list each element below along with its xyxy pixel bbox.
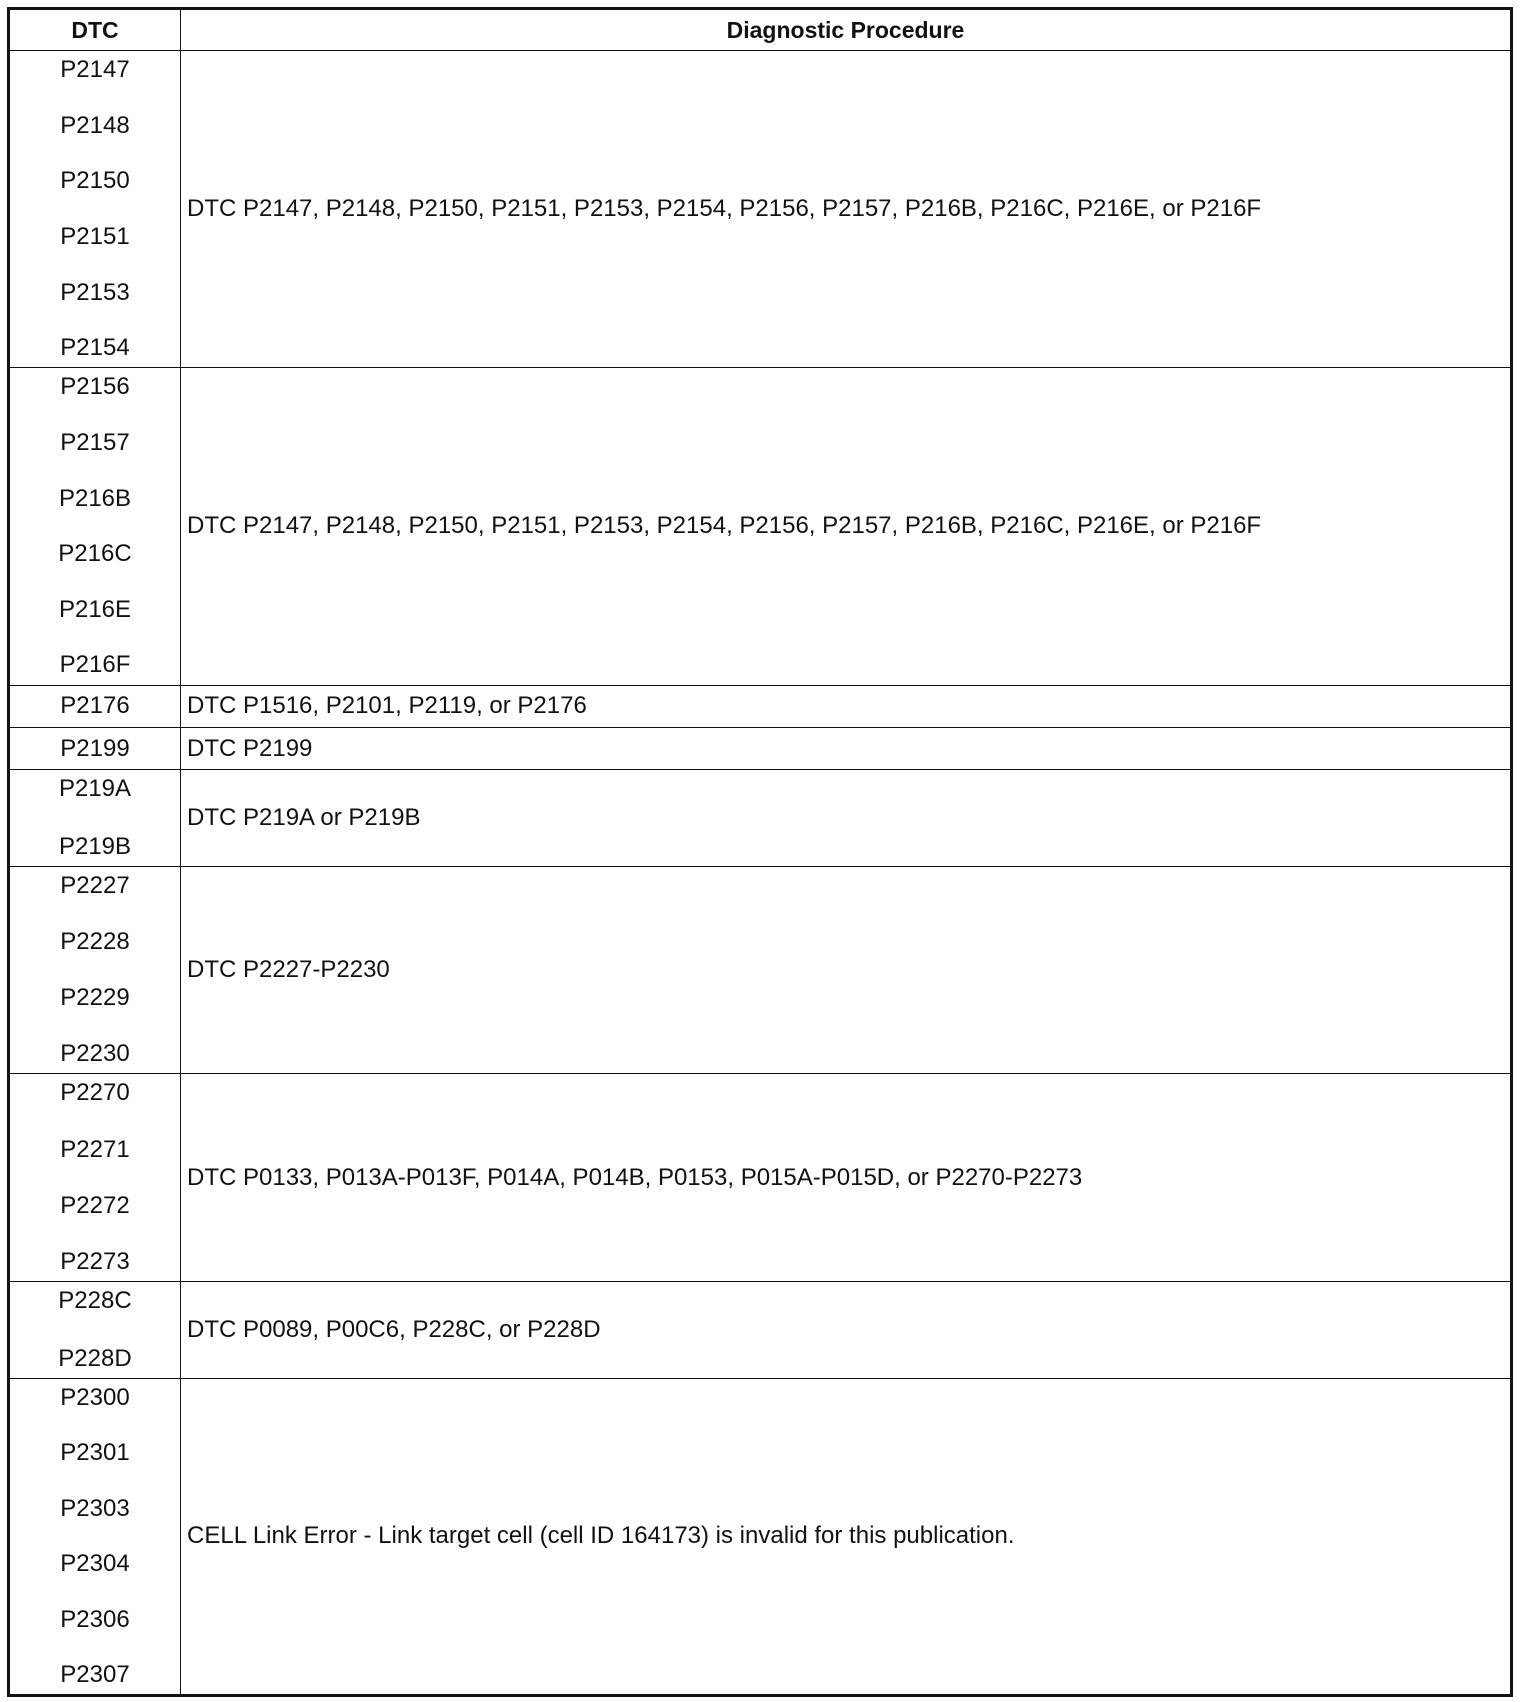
dtc-code: P2151 <box>60 222 130 250</box>
dtc-cell <box>9 685 181 727</box>
dtc-code: P2227 <box>60 871 130 899</box>
table-row <box>9 1074 1512 1282</box>
diagnostic-procedure-cell: DTC P0133, P013A-P013F, P014A, P014B, P0153, P015A-P015D, or P2270-P2273 <box>181 1074 1512 1282</box>
diagnostic-procedure-cell: DTC P1516, P2101, P2119, or P2176 <box>181 685 1512 727</box>
header-dtc: DTC <box>9 9 181 51</box>
header-row <box>9 9 1512 51</box>
dtc-cell <box>9 1281 181 1378</box>
table-row <box>9 770 1512 867</box>
dtc-code: P2228 <box>60 928 130 956</box>
table-header <box>9 9 1512 51</box>
dtc-code: P2156 <box>60 373 130 401</box>
table-row <box>9 727 1512 769</box>
diagnostic-procedure-cell: DTC P219A or P219B <box>181 770 1512 867</box>
dtc-code: P2199 <box>60 734 130 762</box>
dtc-code-list <box>10 1282 180 1378</box>
dtc-code: P2157 <box>60 428 130 456</box>
diagnostic-procedure-cell: DTC P2147, P2148, P2150, P2151, P2153, P2154, P2156, P2157, P216B, P216C, P216E, or P216F <box>181 51 1512 368</box>
dtc-code: P216B <box>58 484 132 512</box>
dtc-code: P2230 <box>60 1040 130 1068</box>
dtc-code: P2303 <box>60 1494 130 1522</box>
diagnostic-procedure-cell: CELL Link Error - Link target cell (cell ID 164173) is invalid for this publication. <box>181 1378 1512 1695</box>
table-row <box>9 866 1512 1074</box>
dtc-code: P2270 <box>60 1079 130 1107</box>
dtc-code-list <box>10 686 180 727</box>
dtc-code: P216E <box>58 595 132 623</box>
dtc-code: P216F <box>59 651 131 679</box>
dtc-table <box>7 7 1513 1697</box>
dtc-code: P2150 <box>60 167 130 195</box>
table-row <box>9 1281 1512 1378</box>
dtc-code: P2154 <box>60 334 130 362</box>
dtc-code: P2301 <box>60 1439 130 1467</box>
dtc-code: P228C <box>58 1286 132 1314</box>
dtc-code-list <box>10 51 180 367</box>
dtc-code-list <box>10 867 180 1074</box>
dtc-code: P216C <box>58 540 132 568</box>
dtc-code-list <box>10 770 180 866</box>
dtc-code: P2307 <box>60 1660 130 1688</box>
dtc-code: P2148 <box>60 111 130 139</box>
dtc-code: P2306 <box>60 1605 130 1633</box>
header-diagnostic-procedure: Diagnostic Procedure <box>181 9 1512 51</box>
dtc-code: P2176 <box>60 692 130 720</box>
table-body <box>9 51 1512 1696</box>
table-row <box>9 368 1512 685</box>
dtc-cell <box>9 1074 181 1282</box>
dtc-code: P2147 <box>60 56 130 83</box>
dtc-code-list <box>10 1074 180 1281</box>
dtc-code-list <box>10 1379 180 1694</box>
dtc-code: P2300 <box>60 1383 130 1411</box>
dtc-code: P219A <box>58 775 132 803</box>
dtc-cell <box>9 51 181 368</box>
dtc-code: P2272 <box>60 1191 130 1219</box>
diagnostic-procedure-cell: DTC P2227-P2230 <box>181 866 1512 1074</box>
dtc-code-list <box>10 728 180 769</box>
dtc-cell <box>9 866 181 1074</box>
dtc-code: P2271 <box>60 1135 130 1163</box>
diagnostic-procedure-cell: DTC P2199 <box>181 727 1512 769</box>
dtc-code: P2153 <box>60 278 130 306</box>
dtc-code-list <box>10 368 180 684</box>
dtc-cell <box>9 727 181 769</box>
dtc-code: P2273 <box>60 1247 130 1275</box>
dtc-code: P228D <box>58 1344 132 1372</box>
table-row <box>9 51 1512 368</box>
dtc-code: P2229 <box>60 984 130 1012</box>
dtc-cell <box>9 1378 181 1695</box>
diagnostic-procedure-cell: DTC P2147, P2148, P2150, P2151, P2153, P2154, P2156, P2157, P216B, P216C, P216E, or P216F <box>181 368 1512 685</box>
table-row <box>9 685 1512 727</box>
diagnostic-procedure-cell: DTC P0089, P00C6, P228C, or P228D <box>181 1281 1512 1378</box>
dtc-code: P219B <box>58 832 132 860</box>
dtc-cell <box>9 368 181 685</box>
dtc-code: P2304 <box>60 1550 130 1578</box>
table-row <box>9 1378 1512 1695</box>
dtc-cell <box>9 770 181 867</box>
